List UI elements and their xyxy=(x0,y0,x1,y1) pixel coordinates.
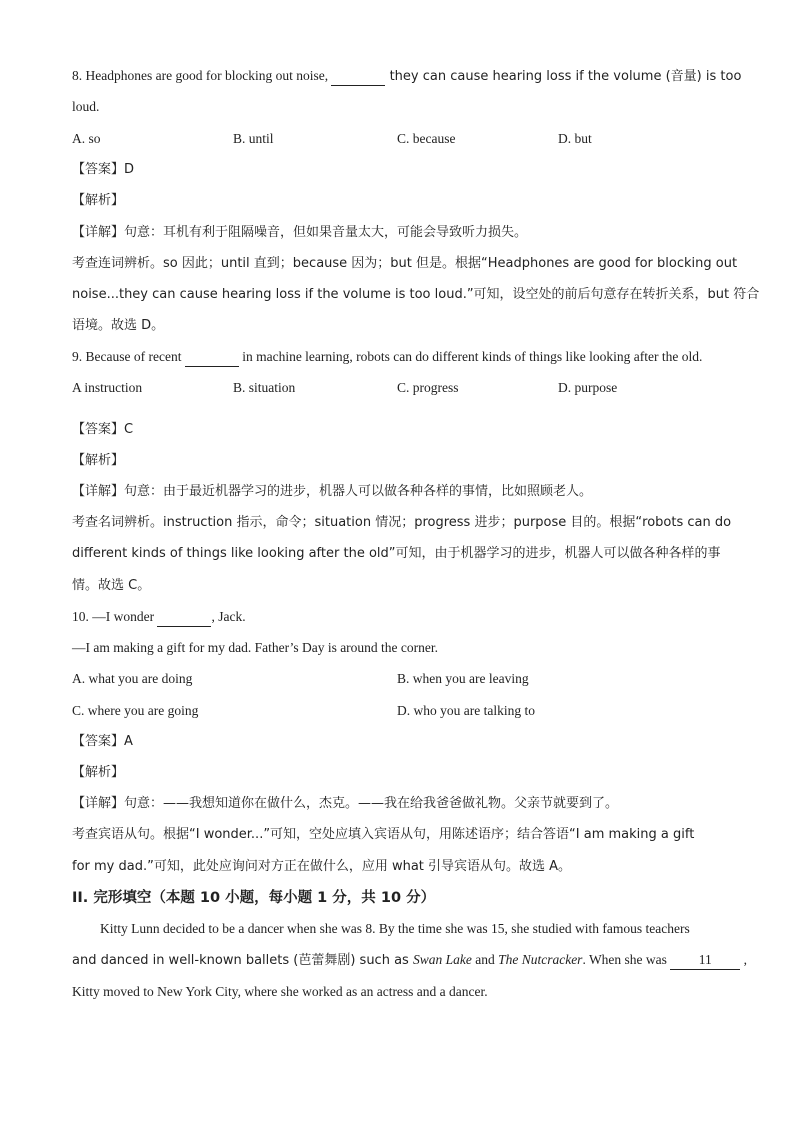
q9-answer: 【答案】C xyxy=(72,422,134,437)
q9-detail: 【详解】句意：由于最近机器学习的进步，机器人可以做各种各样的事情，比如照顾老人。 xyxy=(72,484,593,499)
blank-11: 11 xyxy=(670,951,740,970)
nutcracker-title: The Nutcracker xyxy=(498,952,583,967)
q9-option-c: C. progress xyxy=(397,380,459,395)
q10-analysis-label: 【解析】 xyxy=(72,765,125,780)
q10-option-a: A. what you are doing xyxy=(72,671,193,686)
q9-option-d: D. purpose xyxy=(558,380,618,395)
swan-lake-title: Swan Lake xyxy=(412,952,472,967)
q8-explanation-1: 考查连词辨析。so 因此；until 直到；because 因为；but 但是。根据“Headphones are good for blocking out xyxy=(72,256,738,271)
q10-option-c: C. where you are going xyxy=(72,703,199,718)
q9-explanation-1: 考查名词辨析。instruction 指示，命令；situation 情况；progress 进步；purpose 目的。根据“robots can do xyxy=(72,515,732,530)
passage-line-1: Kitty Lunn decided to be a dancer when she was 8. By the time she was 15, she studied with famous teachers xyxy=(100,921,690,936)
q8-stem xyxy=(72,67,741,86)
q10-stem xyxy=(72,608,246,627)
q10-stem-end: , Jack. xyxy=(211,609,246,624)
passage-line-2 xyxy=(72,951,747,970)
q8-option-c: C. because xyxy=(397,131,456,146)
q9-explanation-2: different kinds of things like looking after the old”可知，由于机器学习的进步，机器人可以做各种各样的事 xyxy=(72,546,721,561)
q8-explanation-2: noise...they can cause hearing loss if the volume is too loud.”可知，设空处的前后句意存在转折关系，but 符合 xyxy=(72,287,760,302)
q9-explanation-3: 情。故选 C。 xyxy=(72,578,151,593)
q9-option-b: B. situation xyxy=(233,380,296,395)
q8-option-d: D. but xyxy=(558,131,592,146)
q10-detail: 【详解】句意：——我想知道你在做什么，杰克。——我在给我爸爸做礼物。父亲节就要到了。 xyxy=(72,796,619,811)
q9-stem xyxy=(72,348,702,367)
q8-option-a: A. so xyxy=(72,131,101,146)
q8-answer: 【答案】D xyxy=(72,162,135,177)
q9-stem-start: 9. Because of recent xyxy=(72,349,185,364)
q10-option-b: B. when you are leaving xyxy=(397,671,529,686)
passage-line-3: Kitty moved to New York City, where she worked as an actress and a dancer. xyxy=(72,984,488,999)
q10-stem-start: 10. —I wonder xyxy=(72,609,158,624)
section-2-title: II. 完形填空（本题 10 小题，每小题 1 分，共 10 分） xyxy=(72,890,436,906)
passage-line-2-start: and danced in well-known ballets (芭蕾舞剧) such as xyxy=(72,953,413,968)
q10-answer: 【答案】A xyxy=(72,734,133,749)
q8-blank xyxy=(331,67,385,86)
q10-blank xyxy=(157,608,211,627)
q8-detail: 【详解】句意：耳机有利于阻隔噪音，但如果音量太大，可能会导致听力损失。 xyxy=(72,225,528,240)
q9-stem-end: in machine learning, robots can do different kinds of things like looking after the old. xyxy=(238,349,703,364)
passage-line-2-mid: . When she was xyxy=(582,952,671,967)
q10-option-d: D. who you are talking to xyxy=(397,703,535,718)
q8-option-b: B. until xyxy=(233,131,274,146)
q10-explanation-1: 考查宾语从句。根据“I wonder...”可知，空处应填入宾语从句，用陈述语序；结合答语“I am making a gift xyxy=(72,827,695,842)
q8-stem-end: they can cause hearing loss if the volume (音量) is too xyxy=(385,69,742,84)
q9-option-a: A instruction xyxy=(72,380,143,395)
passage-line-2-end: , xyxy=(740,952,748,967)
q8-stem-cont: loud. xyxy=(72,99,100,114)
q8-analysis-label: 【解析】 xyxy=(72,193,125,208)
q9-analysis-label: 【解析】 xyxy=(72,453,125,468)
passage-and: and xyxy=(471,952,499,967)
q8-explanation-3: 语境。故选 D。 xyxy=(72,318,165,333)
q10-reply: —I am making a gift for my dad. Father’s Day is around the corner. xyxy=(72,640,439,655)
q9-blank xyxy=(185,348,239,367)
q10-explanation-2: for my dad.”可知，此处应询问对方正在做什么，应用 what 引导宾语从句。故选 A。 xyxy=(72,859,572,874)
q8-stem-start: 8. Headphones are good for blocking out noise, xyxy=(72,68,332,83)
